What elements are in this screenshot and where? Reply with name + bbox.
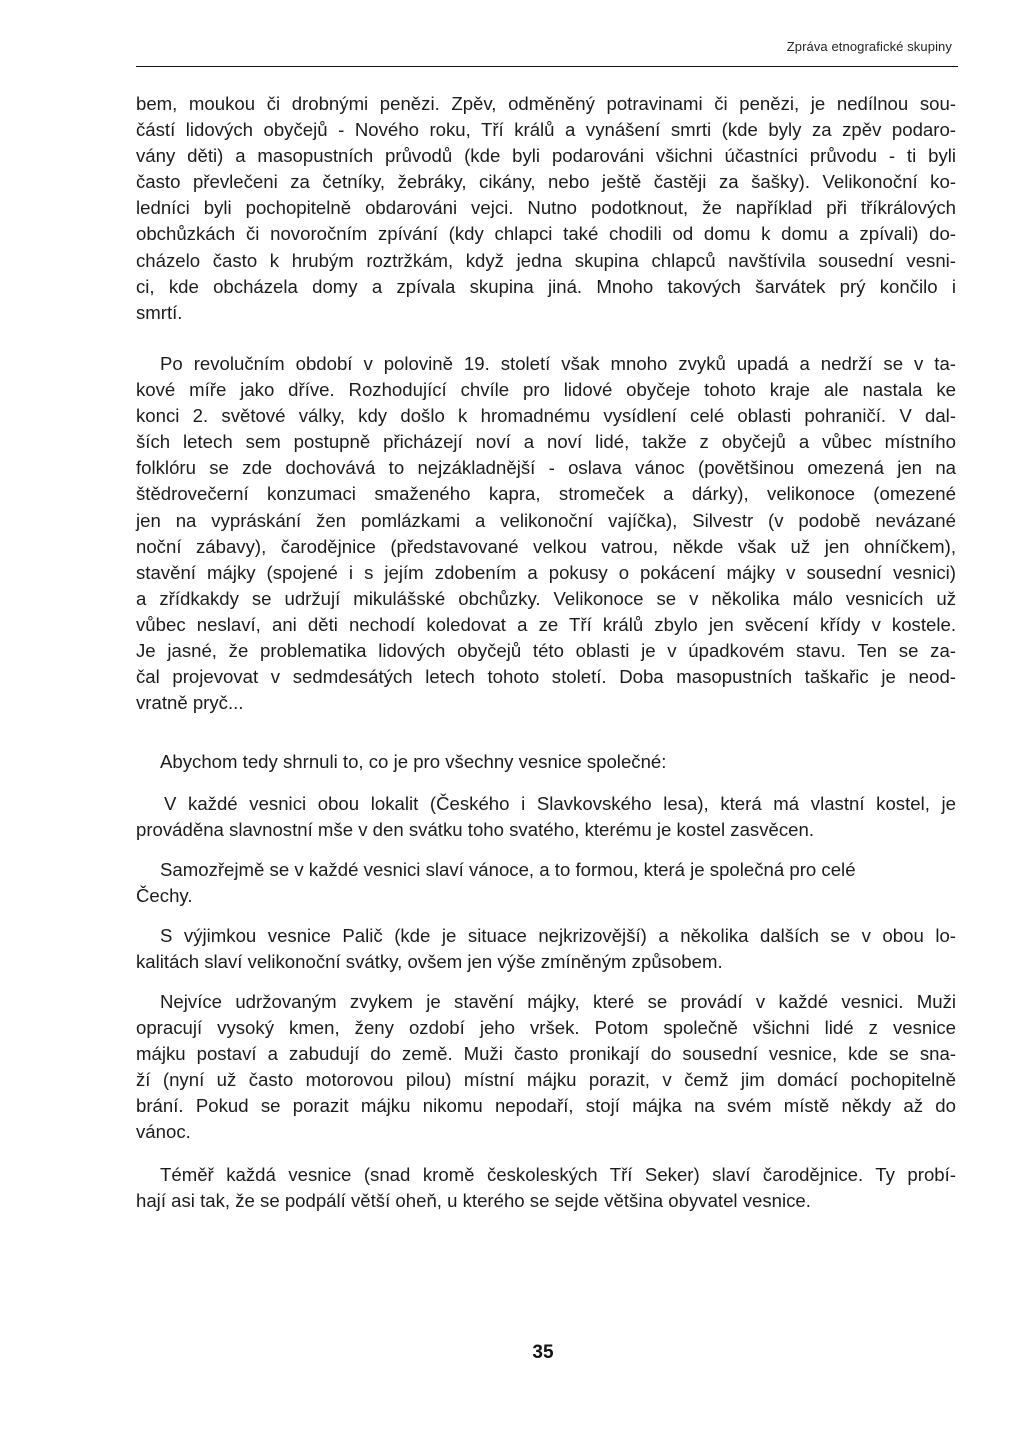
text-line: folklóru se zde dochovává to nejzákladnější - oslava vánoc (povětšinou omezená jen na bbox=[136, 457, 956, 479]
text-line: opracují vysoký kmen, ženy ozdobí jeho vršek. Potom společně všichni lidé z vesnice bbox=[136, 1017, 956, 1039]
text-line: ledníci byli pochopitelně obdarováni vejci. Nutno podotknout, že například při tříkrálových bbox=[136, 197, 956, 219]
text-line: a zřídkakdy se udržují mikulášské obchůzky. Velikonoce se v několika málo vesnicích už bbox=[136, 587, 956, 609]
text-line: májku postaví a zabudují do země. Muži často pronikají do sousední vesnice, kde se sna- bbox=[136, 1043, 956, 1065]
running-header: Zpráva etnografické skupiny bbox=[786, 39, 952, 54]
text-line: konci 2. světové války, kdy došlo k hromadnému vysídlení celé oblasti pohraničí. V dal- bbox=[136, 405, 956, 427]
text-line: stavění májky (spojené i s jejím zdobením a pokusy o pokácení májky v sousední vesnici) bbox=[136, 561, 956, 583]
paragraph-4 bbox=[136, 791, 956, 843]
text-line: často převlečeni za četníky, žebráky, cikány, nebo ještě častěji za šašky). Velikonoční ko- bbox=[136, 171, 956, 193]
text-line: hají asi tak, že se podpálí větší oheň, u kterého se sejde většina obyvatel vesnice. bbox=[136, 1190, 811, 1212]
text-line: kové míře jako dříve. Rozhodující chvíle pro lidové obyčeje tohoto kraje ale nastala ke bbox=[136, 379, 956, 401]
text-line: Čechy. bbox=[136, 885, 193, 907]
text-line: Nejvíce udržovaným zvykem je stavění májky, které se provádí v každé vesnici. Muži bbox=[160, 991, 956, 1012]
text-line: cházelo často k hrubým roztržkám, když jedna skupina chlapců navštívila sousední vesni- bbox=[136, 249, 956, 271]
text-line: V každé vesnici obou lokalit (Českého i Slavkovského lesa), která má vlastní kostel, je bbox=[164, 793, 956, 814]
text-line: bem, moukou či drobnými penězi. Zpěv, odměněný potravinami či penězi, je nedílnou sou- bbox=[136, 93, 956, 114]
text-line: noční zábavy), čarodějnice (představované velkou vatrou, někde však už jen ohníčkem), bbox=[136, 535, 956, 557]
page-number: 35 bbox=[532, 1342, 554, 1363]
text-line: smrtí. bbox=[136, 301, 183, 323]
text-line: štědrovečerní konzumaci smaženého kapra, stromeček a dárky), velikonoce (omezené bbox=[136, 483, 956, 505]
text-line: S výjimkou vesnice Palič (kde je situace nejkrizovější) a několika dalších se v obou lo- bbox=[160, 925, 956, 946]
header-rule bbox=[136, 66, 958, 67]
text-line: brání. Pokud se porazit májku nikomu nepodaří, stojí májka na svém místě někdy až do bbox=[136, 1095, 956, 1117]
text-line: ších letech sem postupně přicházejí noví a noví lidé, takže z obyčejů a vůbec místního bbox=[136, 431, 956, 453]
paragraph-7 bbox=[136, 989, 956, 1146]
text-line: kalitách slaví velikonoční svátky, ovšem jen výše zmíněným způsobem. bbox=[136, 951, 723, 973]
text-line: ží (nyní už často motorovou pilou) místní májku porazit, v čemž jim domácí pochopitelně bbox=[136, 1069, 956, 1091]
text-line: Abychom tedy shrnuli to, co je pro všechny vesnice společné: bbox=[160, 751, 667, 772]
text-line: vůbec neslaví, ani děti nechodí koledovat a ze Tří králů zbylo jen svěcení křídy v kostele. bbox=[136, 613, 956, 635]
text-line: Je jasné, že problematika lidových obyčejů této oblasti je v úpadkovém stavu. Ten se za- bbox=[136, 640, 956, 662]
paragraph-8 bbox=[136, 1162, 956, 1214]
text-line: vánoc. bbox=[136, 1121, 191, 1143]
text-line: vratně pryč... bbox=[136, 692, 244, 714]
text-line: obchůzkách či novoročním zpívání (kdy chlapci také chodili od domu k domu a zpívali) do- bbox=[136, 223, 956, 245]
paragraph-3 bbox=[136, 749, 956, 775]
text-line: prováděna slavnostní mše v den svátku toho svatého, kterému je kostel zasvěcen. bbox=[136, 819, 815, 841]
text-line: vány děti) a masopustních průvodů (kde byli podarováni všichni účastníci průvodu - ti byli bbox=[136, 145, 956, 167]
text-line: částí lidových obyčejů - Nového roku, Tří králů a vynášení smrti (kde byly za zpěv podaro- bbox=[136, 119, 956, 141]
text-line: čal projevovat v sedmdesátých letech tohoto století. Doba masopustních taškařic je neod- bbox=[136, 666, 956, 688]
paragraph-6 bbox=[136, 923, 956, 975]
paragraph-5 bbox=[136, 857, 956, 909]
paragraph-2 bbox=[136, 351, 956, 716]
text-line: Po revolučním období v polovině 19. století však mnoho zvyků upadá a nedrží se v ta- bbox=[160, 353, 956, 374]
text-line: Samozřejmě se v každé vesnici slaví vánoce, a to formou, která je společná pro celé bbox=[160, 859, 856, 880]
text-line: jen na vypráskání žen pomlázkami a velikonoční vajíčka), Silvestr (v podobě nevázané bbox=[136, 509, 956, 531]
paragraph-1 bbox=[136, 91, 956, 326]
text-line: Téměř každá vesnice (snad kromě českoleských Tří Seker) slaví čarodějnice. Ty probí- bbox=[160, 1164, 956, 1185]
text-line: ci, kde obcházela domy a zpívala skupina jiná. Mnoho takových šarvátek prý končilo i bbox=[136, 275, 956, 297]
